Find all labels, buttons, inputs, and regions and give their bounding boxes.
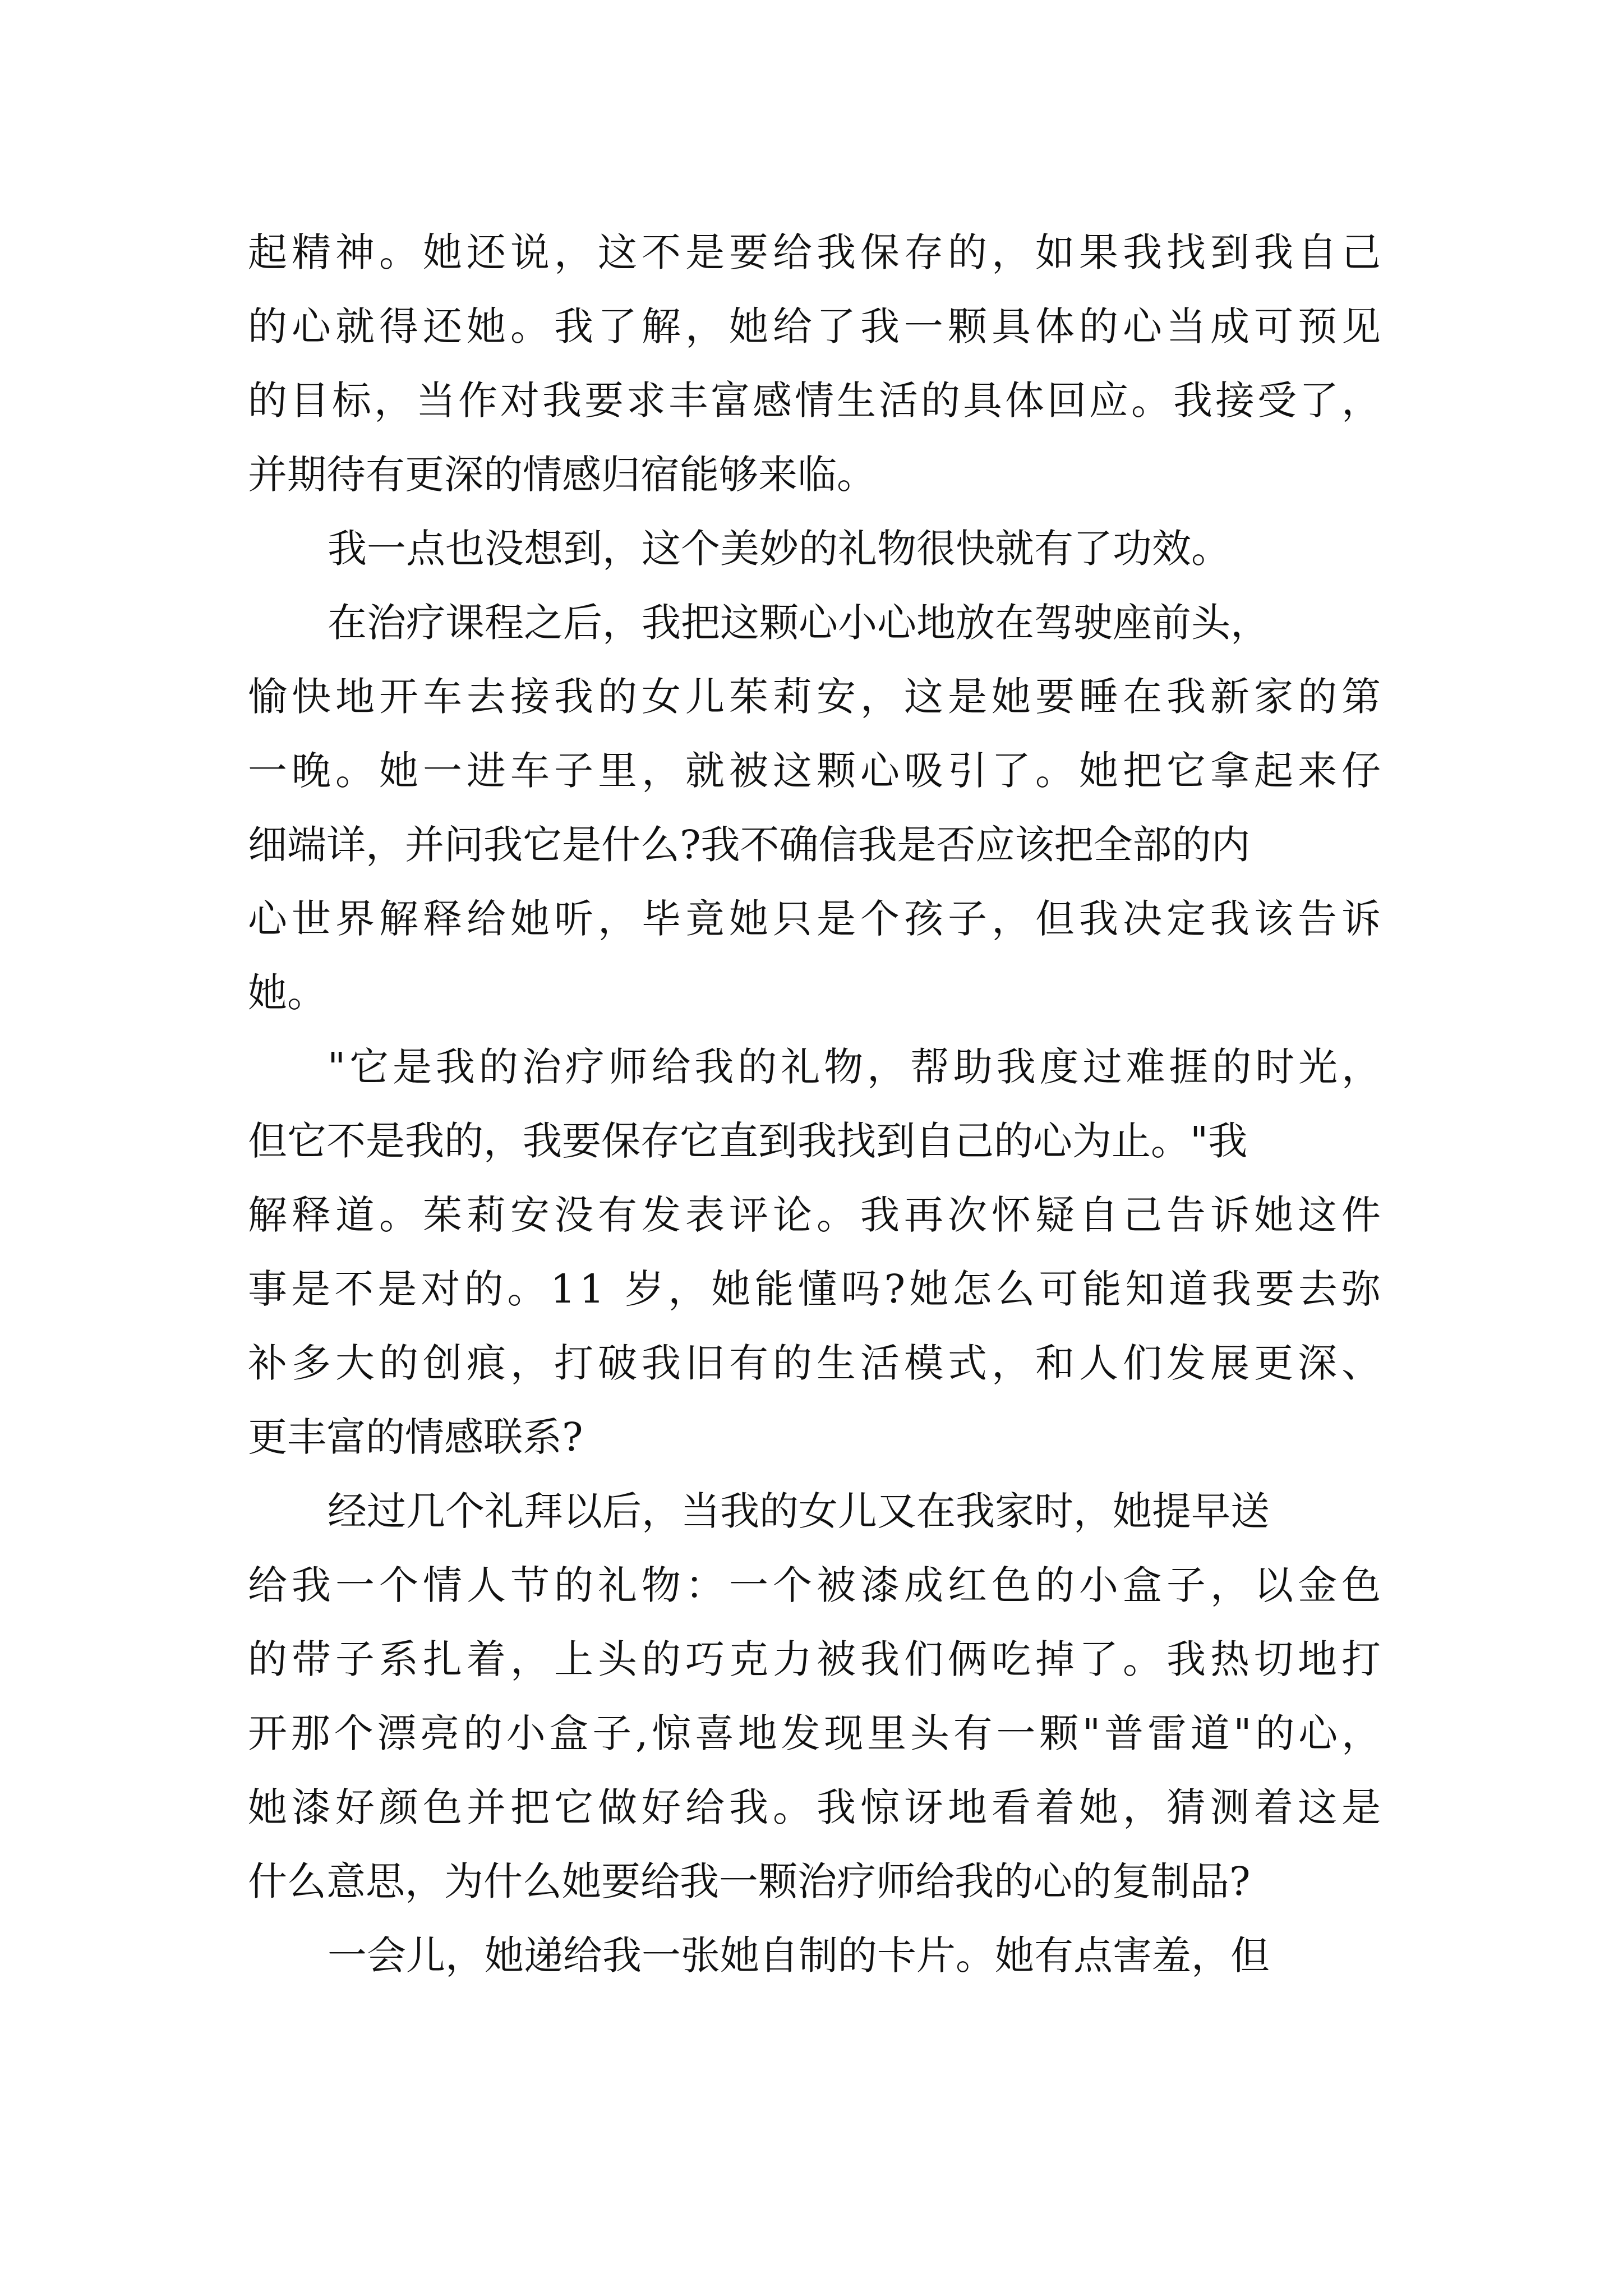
text-line: 开那个漂亮的小盒子,惊喜地发现里头有一颗"普雷道"的心， <box>248 1710 1385 1756</box>
text-line: 我一点也没想到，这个美妙的礼物很快就有了功效。 <box>328 526 1230 572</box>
text-line: 解释道。茱莉安没有发表评论。我再次怀疑自己告诉她这件 <box>248 1192 1385 1238</box>
text-line: 愉快地开车去接我的女儿茱莉安，这是她要睡在我新家的第 <box>248 674 1385 720</box>
text-line: 在治疗课程之后，我把这颗心小心地放在驾驶座前头， <box>328 600 1270 646</box>
text-line: 起精神。她还说，这不是要给我保存的，如果我找到我自己 <box>248 229 1385 275</box>
document-body <box>248 215 1385 1993</box>
text-line: 补多大的创痕，打破我旧有的生活模式，和人们发展更深、 <box>248 1340 1385 1386</box>
text-line: 心世界解释给她听，毕竟她只是个孩子，但我决定我该告诉 <box>248 896 1385 942</box>
text-line: 事是不是对的。11 岁，她能懂吗?她怎么可能知道我要去弥 <box>248 1266 1385 1312</box>
text-line: 的目标，当作对我要求丰富感情生活的具体回应。我接受了， <box>248 378 1384 424</box>
text-line: 但它不是我的，我要保存它直到我找到自己的心为止。"我 <box>248 1118 1248 1164</box>
text-line: 更丰富的情感联系? <box>248 1414 583 1460</box>
text-line: 的带子系扎着，上头的巧克力被我们俩吃掉了。我热切地打 <box>248 1636 1385 1682</box>
text-line: 什么意思，为什么她要给我一颗治疗师给我的心的复制品? <box>248 1858 1251 1904</box>
text-line: 一晚。她一进车子里，就被这颗心吸引了。她把它拿起来仔 <box>248 748 1385 794</box>
text-line: 经过几个礼拜以后，当我的女儿又在我家时，她提早送 <box>328 1488 1270 1534</box>
text-line: "它是我的治疗师给我的礼物，帮助我度过难捱的时光， <box>328 1044 1385 1090</box>
text-line: 她漆好颜色并把它做好给我。我惊讶地看着她，猜测着这是 <box>248 1784 1385 1830</box>
text-line: 她。 <box>248 970 326 1016</box>
text-line: 并期待有更深的情感归宿能够来临。 <box>248 452 876 498</box>
text-line: 的心就得还她。我了解，她给了我一颗具体的心当成可预见 <box>248 303 1385 349</box>
text-line: 给我一个情人节的礼物：一个被漆成红色的小盒子，以金色 <box>248 1562 1385 1608</box>
text-line: 细端详，并问我它是什么?我不确信我是否应该把全部的内 <box>248 822 1251 868</box>
text-line: 一会儿，她递给我一张她自制的卡片。她有点害羞，但 <box>328 1932 1270 1978</box>
